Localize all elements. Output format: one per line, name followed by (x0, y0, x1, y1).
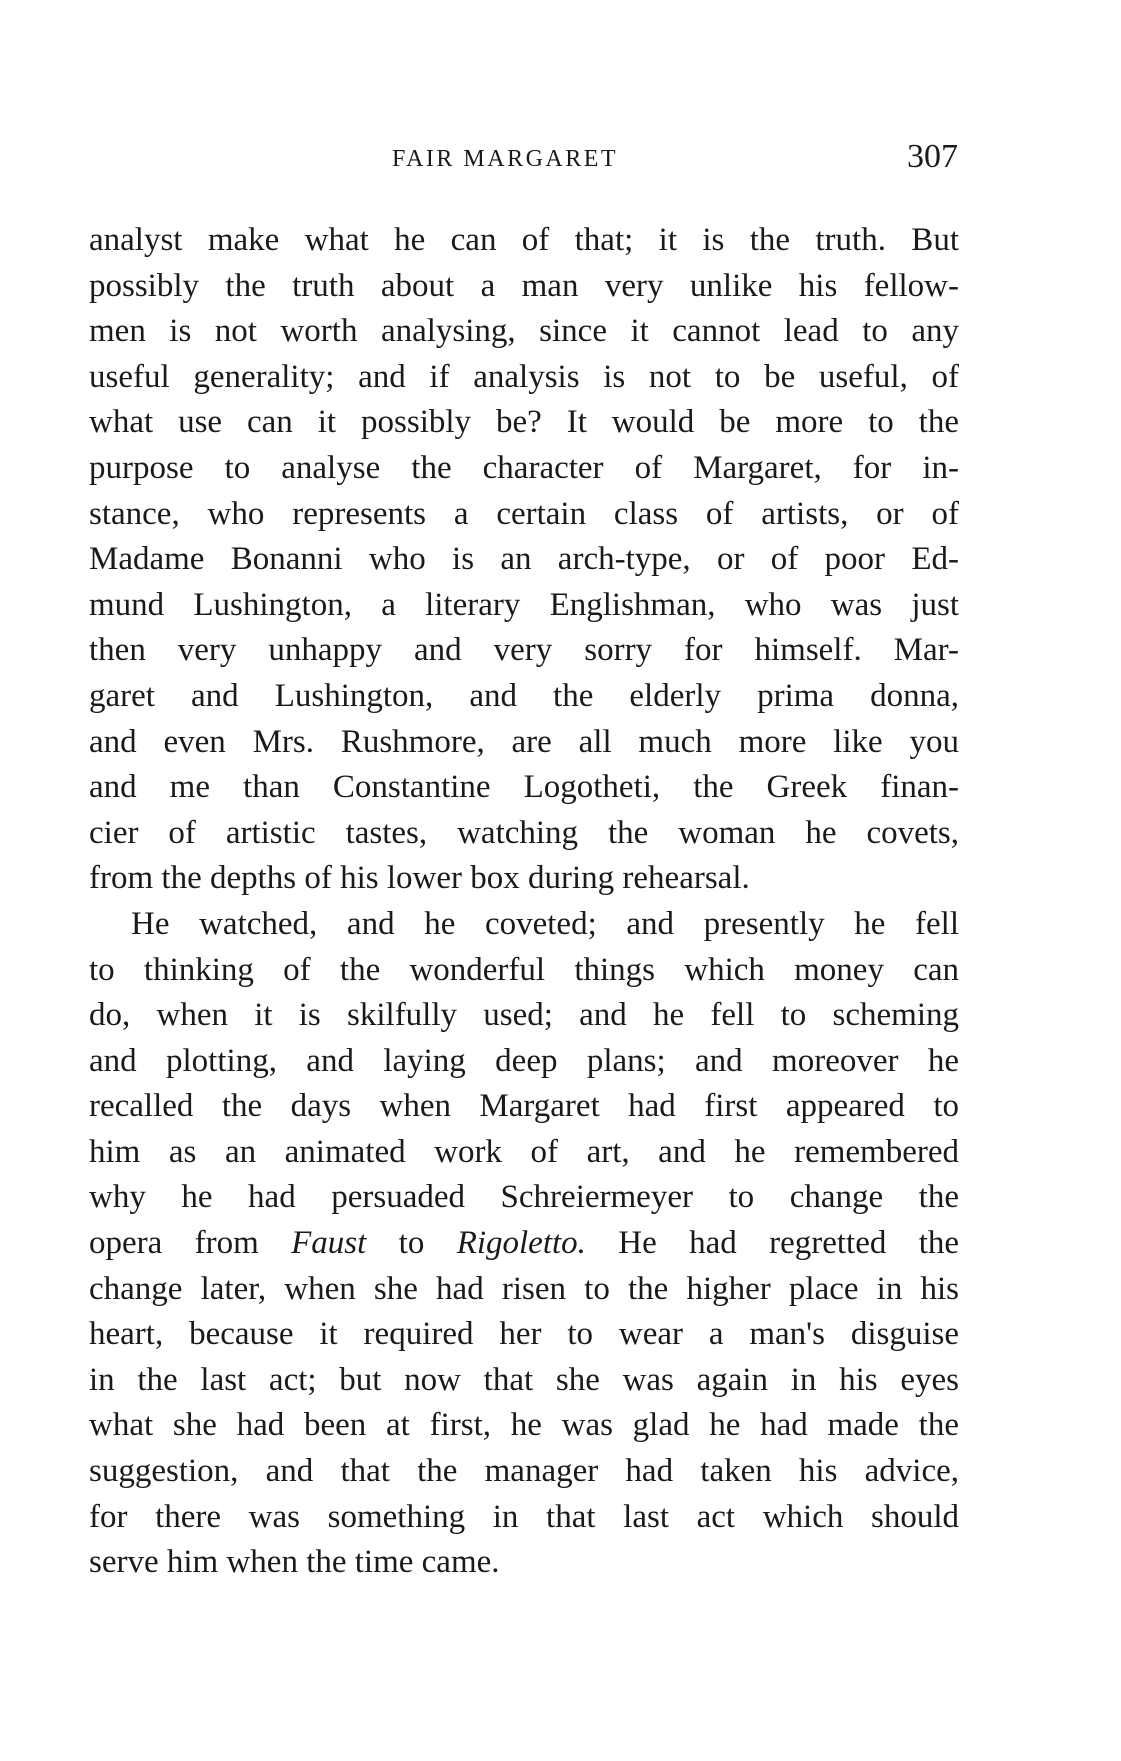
text-line: then very unhappy and very sorry for himself. Mar- (89, 632, 959, 669)
text-segment: He had regretted the (585, 1225, 960, 1262)
text-line: stance, who represents a certain class of artists, or of (89, 495, 959, 532)
text-line: for there was something in that last act which should (89, 1498, 959, 1535)
paragraph-1 (89, 218, 959, 902)
text-line: cier of artistic tastes, watching the woman he covets, (89, 814, 959, 851)
text-line: and plotting, and laying deep plans; and moreover he (89, 1042, 959, 1079)
text-line: garet and Lushington, and the elderly prima donna, (89, 677, 959, 714)
text-line: in the last act; but now that she was again in his eyes (89, 1361, 959, 1398)
text-line: suggestion, and that the manager had taken his advice, (89, 1453, 959, 1490)
body-text (89, 218, 959, 1586)
text-line: useful generality; and if analysis is not to be useful, of (89, 358, 959, 395)
opera-title-rigoletto: Rigoletto. (456, 1225, 586, 1262)
text-line: why he had persuaded Schreiermeyer to change the (89, 1179, 959, 1216)
text-line: heart, because it required her to wear a man's disguise (89, 1316, 959, 1353)
opera-title-faust: Faust (291, 1225, 367, 1262)
running-title: FAIR MARGARET (392, 146, 619, 172)
text-line: possibly the truth about a man very unlike his fellow- (89, 267, 959, 304)
text-line: mund Lushington, a literary Englishman, who was just (89, 586, 959, 623)
text-line: serve him when the time came. (89, 1544, 500, 1581)
text-line: men is not worth analysing, since it cannot lead to any (89, 313, 959, 350)
text-line: what she had been at first, he was glad he had made the (89, 1407, 959, 1444)
running-header (0, 138, 1121, 188)
text-line: what use can it possibly be? It would be more to the (89, 404, 959, 441)
text-line: and even Mrs. Rushmore, are all much more like you (89, 723, 959, 760)
text-line-with-titles (89, 1221, 959, 1267)
paragraph-2 (89, 902, 959, 1586)
text-line: from the depths of his lower box during rehearsal. (89, 860, 750, 897)
text-line: purpose to analyse the character of Margaret, for in- (89, 449, 959, 486)
text-line: do, when it is skilfully used; and he fell to scheming (89, 997, 959, 1034)
text-segment: to (366, 1225, 457, 1262)
text-line: Madame Bonanni who is an arch-type, or of poor Ed- (89, 541, 959, 578)
page-number: 307 (907, 138, 958, 175)
text-line: change later, when she had risen to the higher place in his (89, 1270, 959, 1307)
text-line: He watched, and he coveted; and presently he fell (131, 905, 959, 942)
text-segment: opera from (89, 1225, 292, 1262)
text-line: and me than Constantine Logotheti, the Greek finan- (89, 769, 959, 806)
text-line: to thinking of the wonderful things which money can (89, 951, 959, 988)
text-line: recalled the days when Margaret had first appeared to (89, 1088, 959, 1125)
text-line: him as an animated work of art, and he remembered (89, 1133, 959, 1170)
text-line: analyst make what he can of that; it is the truth. But (89, 222, 959, 258)
